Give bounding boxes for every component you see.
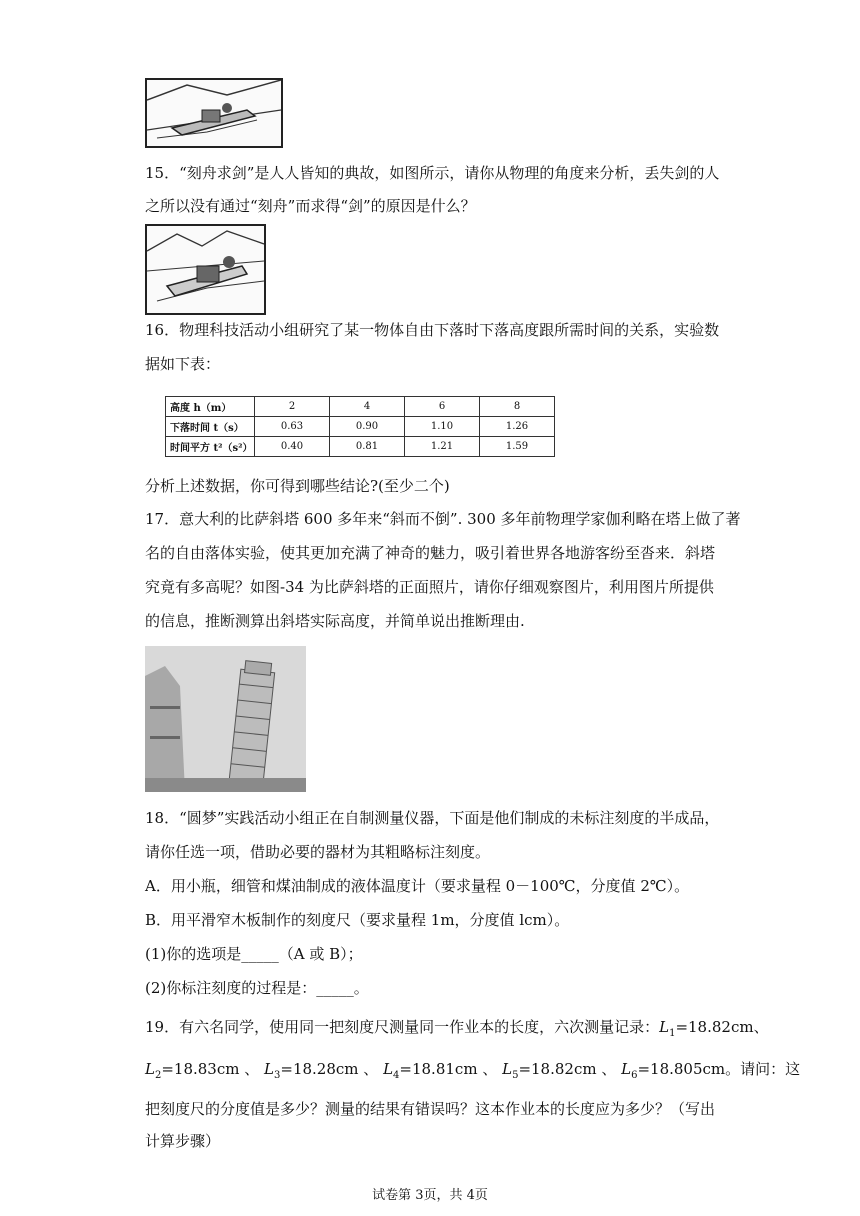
table-row-label: 时间平方 t²（s²）	[166, 437, 255, 457]
table-row	[166, 437, 555, 457]
table-cell: 0.81	[330, 437, 405, 457]
q19-l4-value: =18.81cm	[399, 1060, 478, 1078]
q19-l1-value: =18.82cm、	[675, 1018, 769, 1036]
q16-line2: 据如下表：	[145, 355, 221, 373]
q15-line1: 15．“刻舟求剑”是人人皆知的典故，如图所示，请你从物理的角度来分析，丢失剑的人	[145, 164, 720, 182]
table-cell: 8	[480, 397, 555, 417]
boat-sketch-figure-top	[145, 78, 283, 148]
q17-line1: 17．意大利的比萨斜塔 600 多年来“斜而不倒”. 300 多年前物理学家伽利略在塔上做了著	[145, 510, 741, 528]
q18-option-b: B．用平滑窄木板制作的刻度尺（要求量程 1m，分度值 lcm）。	[145, 911, 570, 929]
q16-line3: 分析上述数据，你可得到哪些结论?(至少二个)	[145, 477, 450, 495]
q19-line1-text: 19．有六名同学，使用同一把刻度尺测量同一作业本的长度，六次测量记录：	[145, 1018, 660, 1036]
table-row	[166, 397, 555, 417]
table-row-label: 下落时间 t（s）	[166, 417, 255, 437]
q19-line1: 19．有六名同学，使用同一把刻度尺测量同一作业本的长度，六次测量记录：$L_1=18.82cm$、	[145, 1018, 769, 1039]
fall-data-table	[165, 396, 555, 457]
table-cell: 0.63	[255, 417, 330, 437]
q19-l2-value: =18.83cm	[161, 1060, 240, 1078]
q19-line3: 把刻度尺的分度值是多少？测量的结果有错误吗？这本作业本的长度应为多少？（写出	[145, 1100, 716, 1118]
q16-line1: 16．物理科技活动小组研究了某一物体自由下落时下落高度跟所需时间的关系，实验数	[145, 321, 720, 339]
table-cell: 6	[405, 397, 480, 417]
q15-line2: 之所以没有通过“刻舟”而求得“剑”的原因是什么？	[145, 197, 476, 215]
boat-sketch-figure	[145, 224, 266, 315]
q19-line4: 计算步骤）	[145, 1132, 221, 1150]
q18-sub1: (1)你的选项是_____（A 或 B）；	[145, 945, 363, 963]
q17-line3: 究竟有多高呢？如图-34 为比萨斜塔的正面照片，请你仔细观察图片，利用图片所提供	[145, 578, 714, 596]
page-footer: 试卷第 3页，共 4页	[372, 1188, 488, 1203]
table-cell: 0.40	[255, 437, 330, 457]
q17-line4: 的信息，推断测算出斜塔实际高度，并简单说出推断理由.	[145, 612, 525, 630]
q18-sub2: (2)你标注刻度的过程是：_____。	[145, 979, 369, 997]
table-row	[166, 417, 555, 437]
q19-l5-value: =18.82cm	[518, 1060, 597, 1078]
table-cell: 4	[330, 397, 405, 417]
table-cell: 2	[255, 397, 330, 417]
table-cell: 1.59	[480, 437, 555, 457]
leaning-tower-photo	[145, 646, 306, 792]
q18-option-a: A．用小瓶，细管和煤油制成的液体温度计（要求量程 0－100℃，分度值 2℃）。	[145, 877, 690, 895]
table-cell: 1.21	[405, 437, 480, 457]
q18-line1: 18．“圆梦”实践活动小组正在自制测量仪器，下面是他们制成的未标注刻度的半成品，	[145, 809, 720, 827]
q19-line2: $L_2=18.83cm$ 、 $L_3=18.28cm$ 、 $L_4=18.81cm$ 、 $L_5=18.82cm$ 、 $L_6=18.805cm$。请问：这	[145, 1060, 801, 1081]
q19-l3-value: =18.28cm	[280, 1060, 359, 1078]
table-cell: 1.26	[480, 417, 555, 437]
table-cell: 0.90	[330, 417, 405, 437]
table-cell: 1.10	[405, 417, 480, 437]
q19-l6-value: =18.805cm	[637, 1060, 726, 1078]
q17-line2: 名的自由落体实验，使其更加充满了神奇的魅力，吸引着世界各地游客纷至沓来．斜塔	[145, 544, 716, 562]
q19-line2-tail: 。请问：这	[725, 1060, 801, 1078]
table-row-label: 高度 h（m）	[166, 397, 255, 417]
q18-line2: 请你任选一项，借助必要的器材为其粗略标注刻度。	[145, 843, 491, 861]
